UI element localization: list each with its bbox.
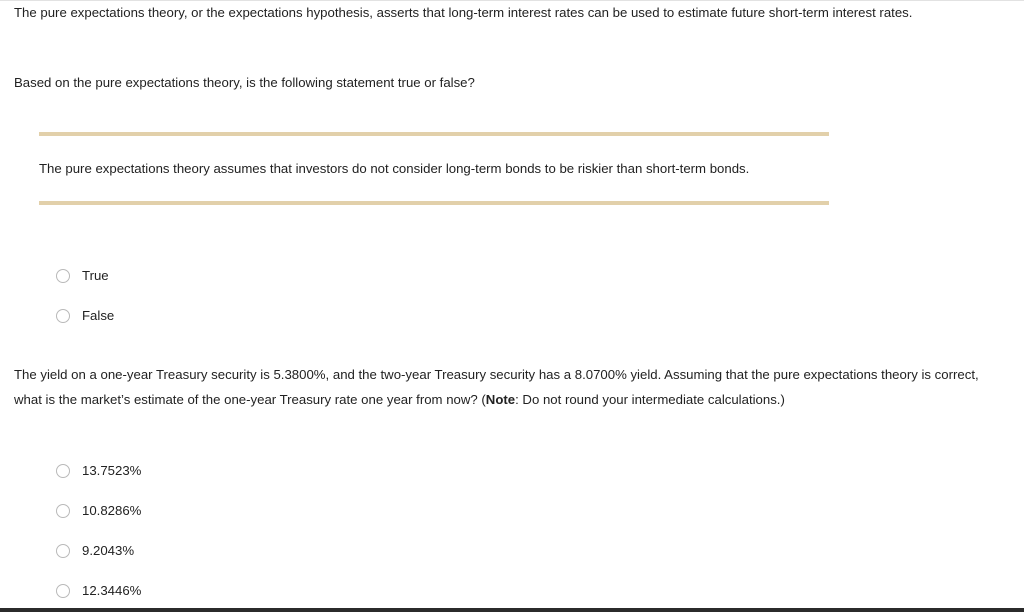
question2-text [14, 362, 1004, 412]
radio-button[interactable] [56, 544, 70, 558]
question2-text-start: The yield on a one-year Treasury security is 5.3800%, and the two-year Treasury security has a 8.0700% yield. Assuming that the pure expectations theory is correct, what is the market’s estimate of the one-year Treasury rate one year from now? ( [14, 367, 979, 407]
option-label: 9.2043% [82, 543, 135, 558]
radio-button[interactable] [56, 464, 70, 478]
note-label: Note [485, 392, 516, 407]
option-label: 12.3446% [82, 583, 142, 598]
radio-button[interactable] [56, 504, 70, 518]
radio-button[interactable] [56, 309, 70, 323]
option-label: True [82, 268, 109, 283]
intro-paragraph: The pure expectations theory, or the expectations hypothesis, asserts that long-term interest rates can be used to estimate future short-term interest rates. [14, 5, 913, 20]
statement-bottom-divider [39, 201, 829, 205]
statement-top-divider [39, 132, 829, 136]
answer-option[interactable] [56, 541, 134, 561]
answer-option[interactable] [56, 581, 141, 601]
answer-option[interactable] [56, 461, 141, 481]
question2-text-end: : Do not round your intermediate calculations.) [515, 392, 785, 407]
option-label: False [82, 308, 115, 323]
question1-statement: The pure expectations theory assumes that investors do not consider long-term bonds to be riskier than short-term bonds. [39, 161, 750, 176]
bottom-edge-bar [0, 608, 1024, 612]
option-label: 10.8286% [82, 503, 142, 518]
radio-button[interactable] [56, 584, 70, 598]
option-false[interactable] [56, 306, 114, 326]
option-true[interactable] [56, 266, 109, 286]
answer-option[interactable] [56, 501, 141, 521]
question1-prompt: Based on the pure expectations theory, is the following statement true or false? [14, 75, 475, 90]
radio-button[interactable] [56, 269, 70, 283]
option-label: 13.7523% [82, 463, 142, 478]
